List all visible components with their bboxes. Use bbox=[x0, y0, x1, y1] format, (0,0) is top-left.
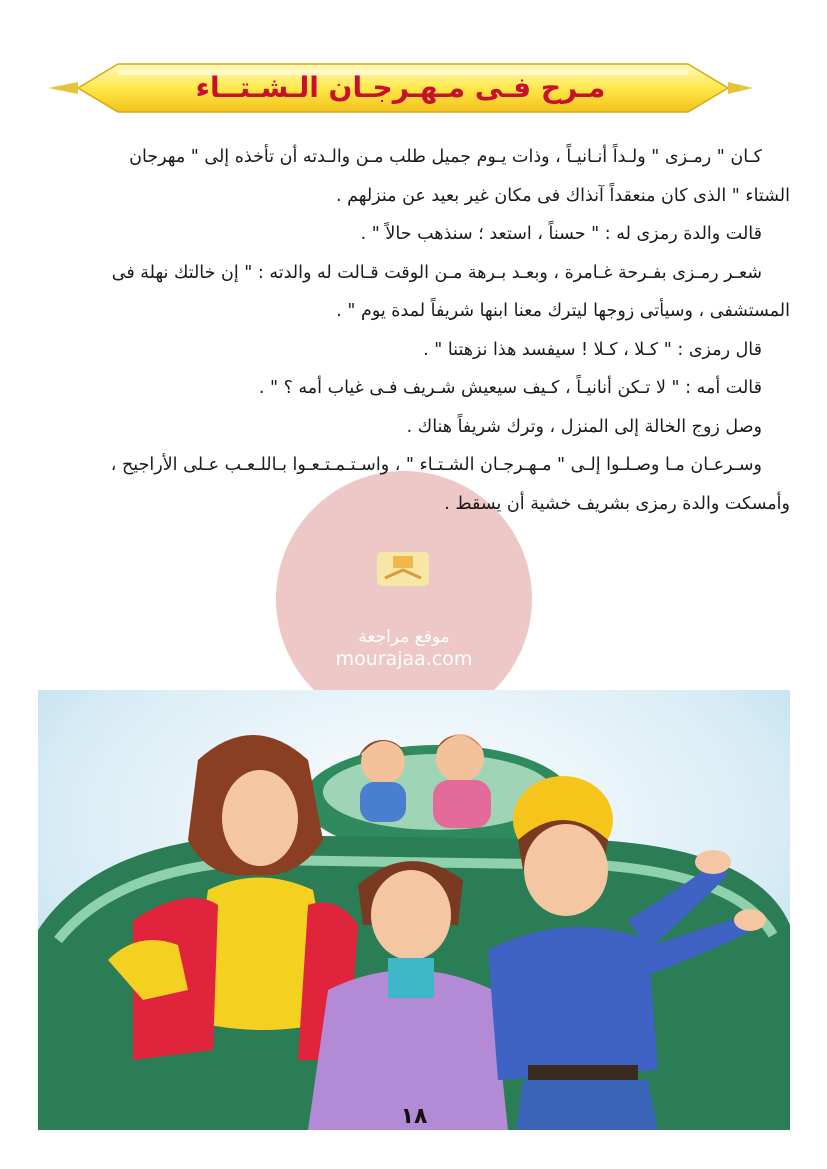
paragraph: وصل زوج الخالة إلى المنزل ، وترك شريفاً هناك . bbox=[406, 416, 762, 437]
story-illustration bbox=[38, 690, 790, 1130]
watermark-arabic: موقع مراجعة bbox=[358, 627, 450, 647]
watermark-latin: mourajaa.com bbox=[335, 648, 473, 670]
paragraph: وسـرعـان مـا وصـلـوا إلـى " مـهـرجـان الشـتـاء " ، واسـتـمـتـعـوا بـاللـعـب عـلى الأراجيح ، bbox=[110, 455, 762, 475]
paragraph: قالت والدة رمزى له : " حسناً ، استعد ؛ سنذهب حالاً " . bbox=[360, 224, 762, 244]
paragraph: وأمسكت والدة رمزى بشريف خشية أن يسقط . bbox=[444, 493, 790, 514]
story-text bbox=[38, 138, 790, 523]
paragraph: كـان " رمـزى " ولـداً أنـانيـاً ، وذات يـوم جميل طلب مـن والـدته أن تأخذه إلى " مهرجان bbox=[129, 147, 762, 167]
page-title: مـرح فـى مـهـرجـان الـشـتــاء bbox=[195, 71, 606, 104]
paragraph: قالت أمه : " لا تـكن أنانيـاً ، كـيف سيعيش شـريف فـى غياب أمه ؟ " . bbox=[258, 378, 762, 398]
paragraph: شعـر رمـزى بفـرحة غـامرة ، وبعـد بـرهة مـن الوقت قـالت له والدته : " إن خالتك نهلة فى bbox=[111, 262, 762, 283]
page-number: ١٨ bbox=[400, 1104, 428, 1129]
book-icon bbox=[377, 552, 429, 586]
paragraph: المستشفى ، وسيأتى زوجها ليترك معنا ابنها شريفاً لمدة يوم " . bbox=[336, 301, 790, 321]
paragraph: قال رمزى : " كـلا ، كـلا ! سيفسد هذا نزهتنا " . bbox=[423, 339, 762, 360]
paragraph: الشتاء " الذى كان منعقداً آنذاك فى مكان غير بعيد عن منزلهم . bbox=[336, 185, 790, 206]
